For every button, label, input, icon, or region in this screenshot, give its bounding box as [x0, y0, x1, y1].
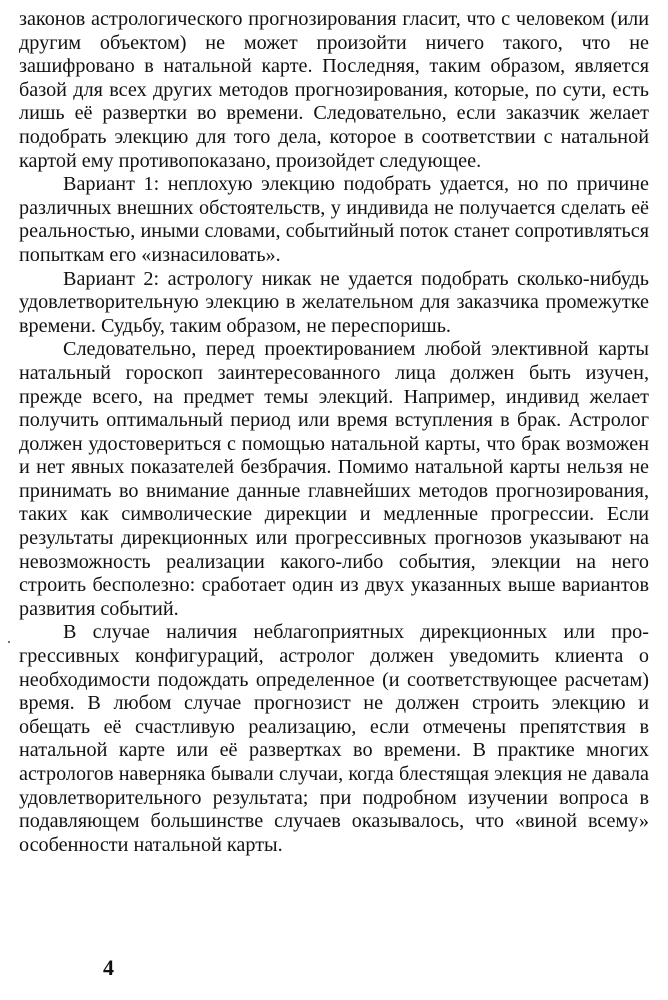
margin-speck: [8, 641, 10, 643]
paragraph-unfavorable-configurations: В случае наличия неблагоприятных дирекционных или прогрессивных конфигураций, астролог должен уведомить клиента о необходимости подождать определенное (и соответствующее расчетам) время. В любом случае прогнозист не должен строить элекцию и обещать её счастливую реализацию, если отмечены препятствия в натальной карте или её развертках во времени. В практике многих астрологов наверняка бывали случаи, когда блестящая элекция не давала удовлетворительного результата; при подробном изучении вопроса в подавляющем большинстве случаев оказывалось, что «виной всему» особенности натальной карты.: [19, 621, 649, 856]
paragraph-variant-2: Вариант 2: астрологу никак не удается подобрать сколько-нибудь удовлетворительную элекцию в желательном для заказчика промежутке времени. Судьбу, таким образом, не переспоришь.: [19, 267, 649, 337]
paragraph-continuation: законов астрологического прогнозирования гласит, что с человеком (или другим объектом) не может произойти ничего такого, что не зашифровано в натальной карте. Последняя, таким образом, является базой для всех других методов прогнозирования, которые, по сути, есть лишь её развертки во времени. Следовательно, если заказчик желает подобрать элекцию для того дела, которое в соответствии с натальной картой ему противопоказано, произойдет следующее.: [19, 8, 649, 172]
page-body: [19, 8, 649, 857]
paragraph-variant-1: Вариант 1: неплохую элекцию подобрать удается, но по причине различных внешних обстоятельств, у индивида не получается сделать её реальностью, иными словами, событийный поток станет сопротивляться попыткам его «изнасиловать».: [19, 173, 649, 266]
page-number: 4: [103, 955, 114, 980]
paragraph-natal-chart-check: Следовательно, перед проектированием любой элективной карты натальный гороскоп заинтересованного лица должен быть изучен, прежде всего, на предмет темы элекций. Например, индивид желает получить оптимальный период или время вступления в брак. Астролог должен удостовериться с помощью натальной карты, что брак возможен и нет явных показателей безбрачия. Помимо натальной карты нельзя не принимать во внимание данные главнейших методов прогнозирования, таких как символические дирекции и медленные прогрессии. Если результаты дирекционных или прогрессивных прогнозов указывают на невозможность реализации какого-либо события, элекции на него строить бесполезно: сработает один из двух указанных выше вариантов развития событий.: [19, 338, 649, 620]
